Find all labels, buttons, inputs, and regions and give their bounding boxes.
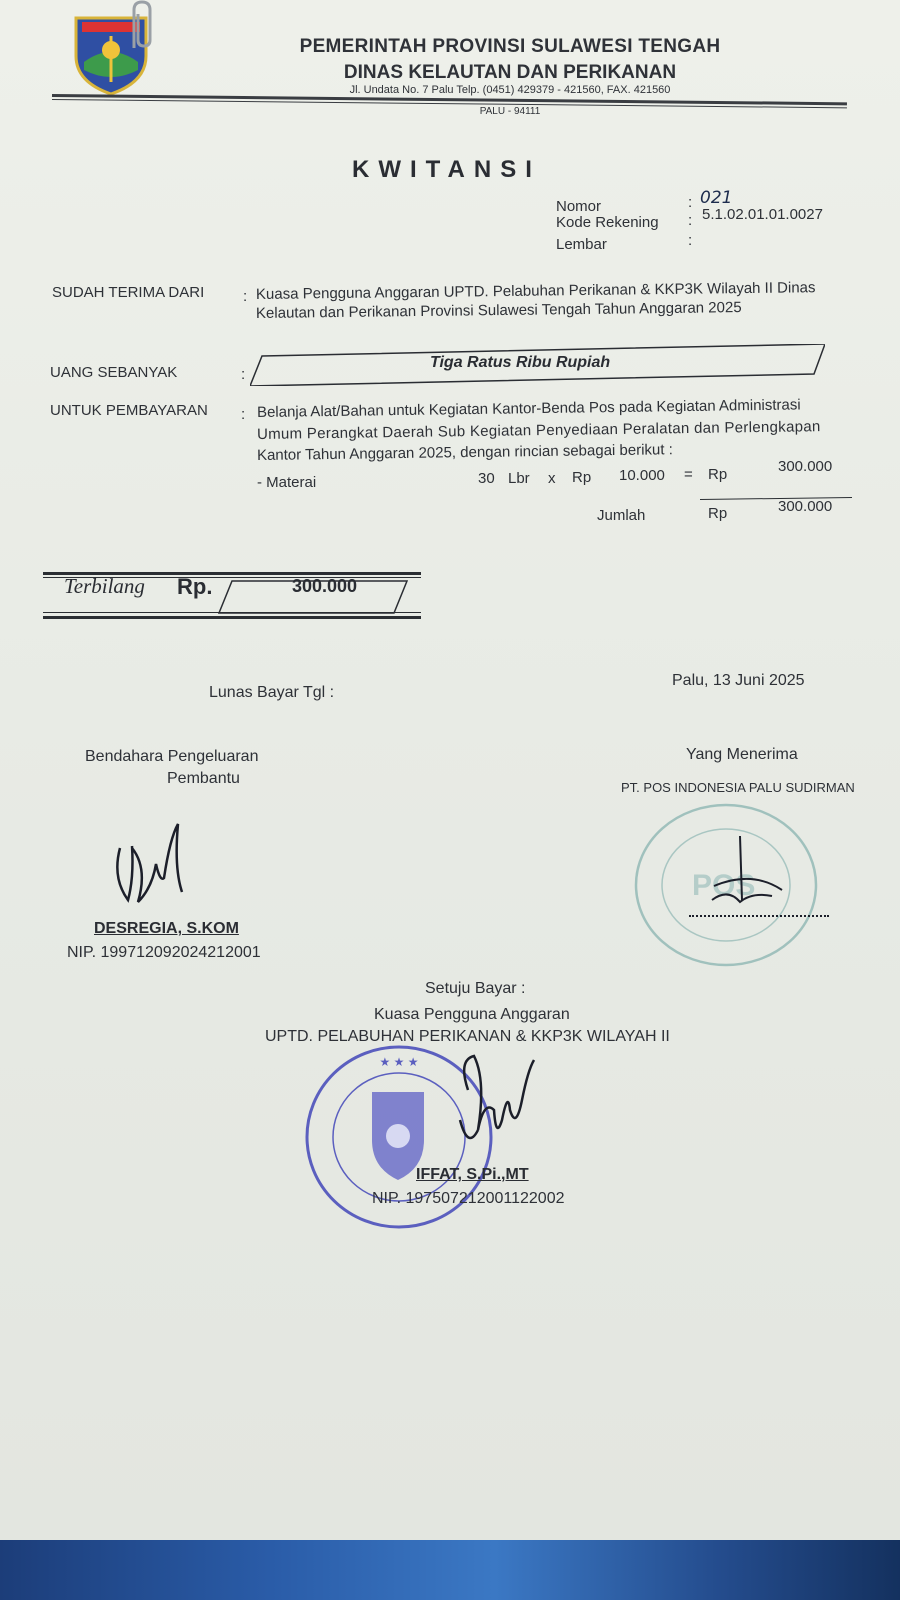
item-x: x	[548, 470, 556, 487]
lembar-colon: :	[688, 232, 693, 249]
item-eq: =	[684, 466, 693, 483]
item-name: - Materai	[257, 474, 317, 491]
terbilang-rule-bottom	[43, 616, 421, 619]
uang-colon: :	[241, 366, 246, 383]
gov-header-city: PALU - 94111	[479, 106, 541, 117]
terbilang-rp: Rp.	[177, 574, 213, 599]
item-qty: 30	[478, 470, 495, 487]
approve-line3: UPTD. PELABUHAN PERIKANAN & KKP3K WILAYAH II	[265, 1028, 670, 1045]
item-rp2: Rp	[708, 466, 728, 483]
right-sig-title: Yang Menerima	[686, 746, 798, 763]
nomor-colon: :	[688, 194, 693, 211]
approver-signature-image	[438, 1050, 538, 1160]
approve-line1: Setuju Bayar :	[425, 980, 526, 997]
sudah-terima-label: SUDAH TERIMA DARI	[52, 284, 205, 301]
nomor-label: Nomor	[556, 198, 602, 215]
nomor-value: 021	[700, 188, 733, 208]
pos-indonesia-stamp	[632, 800, 820, 970]
untuk-line1: Belanja Alat/Bahan untuk Kegiatan Kantor-Benda Pos pada Kegiatan Administrasi	[256, 396, 801, 421]
lembar-label: Lembar	[556, 236, 607, 253]
untuk-colon: :	[241, 406, 246, 423]
left-signature-image	[108, 818, 198, 908]
left-sig-title1: Bendahara Pengeluaran	[85, 748, 259, 765]
kode-colon: :	[688, 212, 693, 229]
uang-sebanyak-label: UANG SEBANYAK	[50, 364, 178, 381]
left-sig-title2: Pembantu	[167, 770, 240, 787]
right-sig-company: PT. POS INDONESIA PALU SUDIRMAN	[621, 780, 855, 795]
item-price: 10.000	[619, 467, 665, 484]
amount-in-words: Tiga Ratus Ribu Rupiah	[430, 354, 611, 371]
item-rp1: Rp	[572, 469, 592, 486]
kode-rekening-value: 5.1.02.01.01.0027	[702, 206, 823, 223]
approver-nip: NIP. 197507212001122002	[372, 1190, 565, 1207]
lunas-bayar: Lunas Bayar Tgl :	[209, 684, 335, 701]
jumlah-rp: Rp	[708, 505, 728, 522]
svg-text:POS: POS	[692, 869, 756, 902]
terbilang-value: 300.000	[292, 576, 358, 596]
terbilang-label: Terbilang	[64, 574, 145, 598]
untuk-line2: Umum Perangkat Daerah Sub Kegiatan Penyediaan Peralatan dan Perlengkapan	[256, 418, 821, 443]
jumlah-value: 300.000	[778, 498, 833, 515]
item-total: 300.000	[778, 458, 833, 475]
gov-header-line1: PEMERINTAH PROVINSI SULAWESI TENGAH	[299, 36, 721, 57]
sudah-terima-colon: :	[243, 288, 248, 305]
sudah-terima-line1: Kuasa Pengguna Anggaran UPTD. Pelabuhan Perikanan & KKP3K Wilayah II Dinas	[255, 279, 816, 303]
untuk-pembayaran-label: UNTUK PEMBAYARAN	[50, 402, 208, 419]
item-unit: Lbr	[508, 470, 530, 487]
left-sig-name: DESREGIA, S.KOM	[94, 920, 239, 937]
paperclip-icon	[120, 0, 170, 50]
gov-header-line2: DINAS KELAUTAN DAN PERIKANAN	[343, 62, 677, 83]
right-sig-line	[689, 915, 829, 917]
approver-name: IFFAT, S.Pi.,MT	[416, 1166, 529, 1183]
background-desk-strip	[0, 1540, 900, 1600]
untuk-line3: Kantor Tahun Anggaran 2025, dengan rincian sebagai berikut :	[256, 441, 673, 464]
gov-header-address: Jl. Undata No. 7 Palu Telp. (0451) 429379 - 421560, FAX. 421560	[349, 84, 671, 96]
sudah-terima-line2: Kelautan dan Perikanan Provinsi Sulawesi Tengah Tahun Anggaran 2025	[255, 299, 742, 322]
left-sig-nip: NIP. 199712092024212001	[67, 944, 261, 961]
place-date: Palu, 13 Juni 2025	[672, 672, 805, 689]
kode-rekening-label: Kode Rekening	[556, 214, 659, 231]
svg-text:★ ★ ★: ★ ★ ★	[379, 1055, 419, 1069]
approve-line2: Kuasa Pengguna Anggaran	[374, 1006, 570, 1023]
jumlah-label: Jumlah	[597, 507, 646, 524]
document-title: KWITANSI	[352, 156, 541, 183]
